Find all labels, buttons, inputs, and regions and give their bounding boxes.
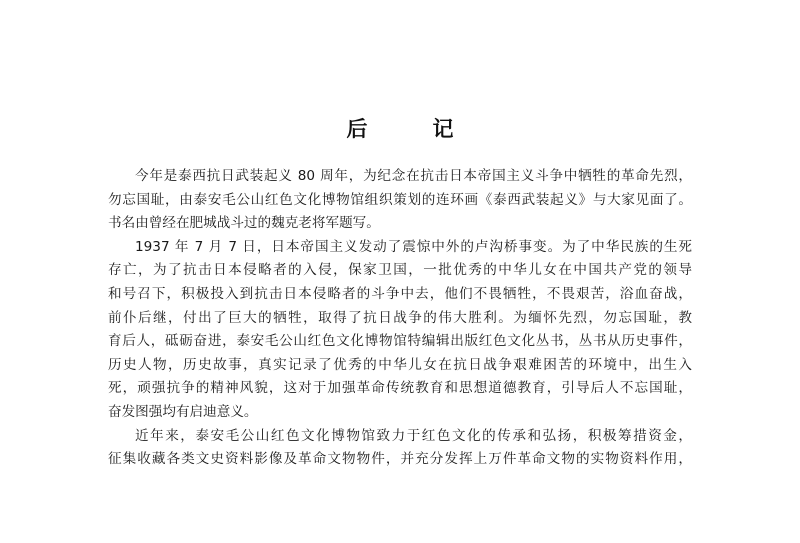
paragraph-1-line-1: 今年是泰西抗日武装起义 80 周年，为纪念在抗击日本帝国主义斗争中牺牲的革命先烈，	[135, 168, 692, 184]
paragraph-2-line-8: 奋发图强均有启迪意义。	[108, 403, 258, 420]
paragraph-2-line-3: 和号召下，积极投入到抗击日本侵略者的斗争中去，他们不畏牺牲，不畏艰苦，浴血奋战，	[108, 285, 692, 302]
paragraph-2-line-5: 育后人，砥砺奋进，泰安毛公山红色文化博物馆特编辑出版红色文化丛书，丛书从历史事件，	[108, 333, 692, 350]
body-text	[108, 165, 692, 472]
paragraph-1-line-2: 勿忘国耻，由泰安毛公山红色文化博物馆组织策划的连环画《泰西武装起义》与大家见面了。	[108, 191, 692, 208]
paragraph-2-line-2: 存亡，为了抗击日本侵略者的入侵，保家卫国，一批优秀的中华儿女在中国共产党的领导	[108, 262, 692, 279]
paragraph-2-line-1: 1937 年 7 月 7 日，日本帝国主义发动了震惊中外的卢沟桥事变。为了中华民族的生死	[135, 238, 692, 255]
paragraph-2-line-4: 前仆后继，付出了巨大的牺牲，取得了抗日战争的伟大胜利。为缅怀先烈，勿忘国耻，教	[108, 309, 692, 326]
paragraph-3-line-1: 近年来，泰安毛公山红色文化博物馆致力于红色文化的传承和弘扬，积极筹措资金，	[135, 427, 692, 444]
page-title: 后 记	[346, 116, 476, 141]
paragraph-2-line-7: 死，顽强抗争的精神风貌，这对于加强革命传统教育和思想道德教育，引导后人不忘国耻，	[108, 380, 692, 397]
paragraph-2-line-6: 历史人物，历史故事，真实记录了优秀的中华儿女在抗日战争艰难困苦的环境中，出生入	[108, 356, 692, 373]
paragraph-1-line-3: 书名由曾经在肥城战斗过的魏克老将军题写。	[108, 215, 380, 232]
paragraph-3-line-2: 征集收藏各类文史资料影像及革命文物物件，并充分发挥上万件革命文物的实物资料作用，	[108, 451, 692, 468]
